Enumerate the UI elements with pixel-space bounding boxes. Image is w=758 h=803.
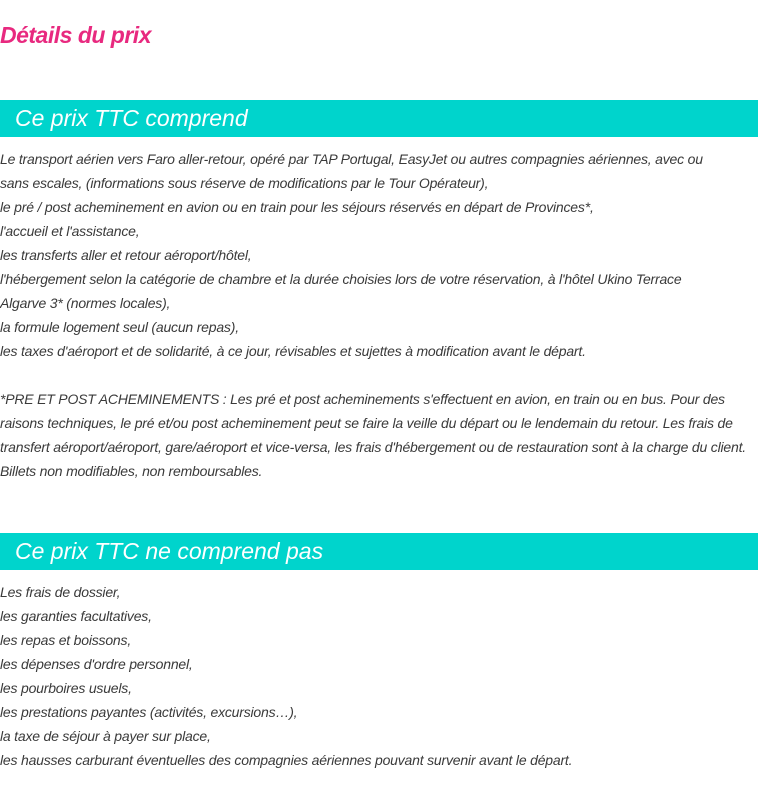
excludes-section-header: Ce prix TTC ne comprend pas [0,533,758,570]
includes-item: la formule logement seul (aucun repas), [0,319,239,335]
includes-list [0,147,758,363]
includes-item: sans escales, (informations sous réserve de modifications par le Tour Opérateur), [0,175,489,191]
page-title: Détails du prix [0,22,151,48]
includes-item: Le transport aérien vers Faro aller-retour, opéré par TAP Portugal, EasyJet ou autres compagnies aériennes, avec ou [0,151,703,167]
includes-item: Algarve 3* (normes locales), [0,295,171,311]
includes-item: les taxes d'aéroport et de solidarité, à ce jour, révisables et sujettes à modification avant le départ. [0,343,586,359]
includes-item: le pré / post acheminement en avion ou en train pour les séjours réservés en départ de Provinces*, [0,199,594,215]
excludes-item: les garanties facultatives, [0,608,152,624]
excludes-item: les prestations payantes (activités, excursions…), [0,704,298,720]
includes-item: l'accueil et l'assistance, [0,223,140,239]
excludes-item: Les frais de dossier, [0,584,121,600]
includes-item: l'hébergement selon la catégorie de chambre et la durée choisies lors de votre réservation, à l'hôtel Ukino Terrace [0,271,682,287]
excludes-item: les hausses carburant éventuelles des compagnies aériennes pouvant survenir avant le départ. [0,752,573,768]
transport-note [0,387,752,483]
excludes-item: les repas et boissons, [0,632,132,648]
includes-item: les transferts aller et retour aéroport/hôtel, [0,247,252,263]
transport-note-text: *PRE ET POST ACHEMINEMENTS : Les pré et post acheminements s'effectuent en avion, en train ou en bus. Pour des raisons techniques, le pré et/ou post acheminement peut se faire la veille du départ ou le lendemain du retour. Les frais de transfert aéroport/aéroport, gare/aéroport et vice-versa, les frais d'hébergement ou de restauration sont à la charge du client. Billets non modifiables, non remboursables. [0,391,746,479]
excludes-item: la taxe de séjour à payer sur place, [0,728,211,744]
excludes-list [0,580,758,772]
includes-section-header: Ce prix TTC comprend [0,100,758,137]
excludes-item: les dépenses d'ordre personnel, [0,656,193,672]
excludes-item: les pourboires usuels, [0,680,132,696]
